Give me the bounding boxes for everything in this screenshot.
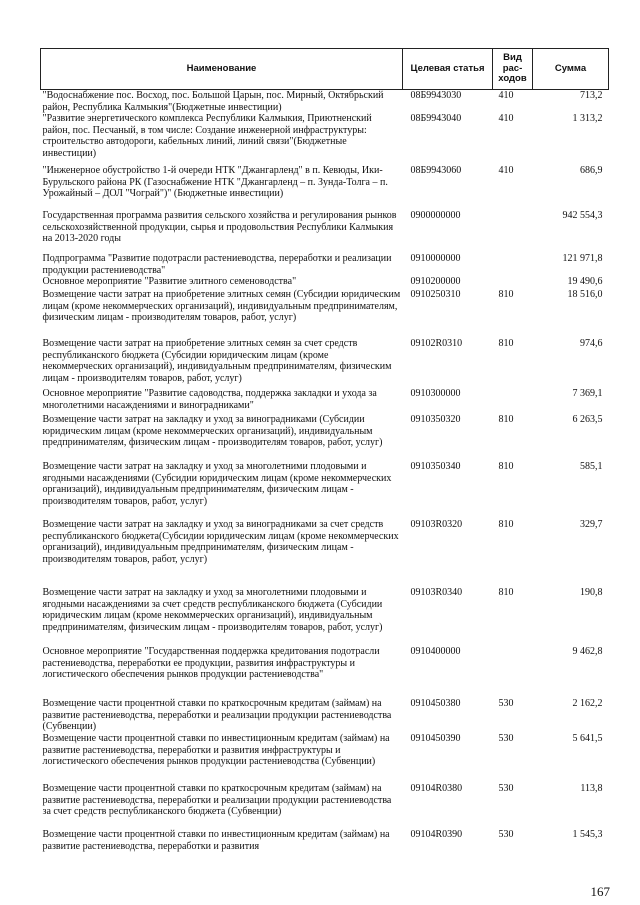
row-code: 0910200000	[410, 276, 461, 287]
row-vid	[493, 646, 533, 698]
table-row	[41, 519, 609, 587]
row-vid: 810	[498, 414, 514, 425]
table-row	[41, 165, 609, 210]
row-name: Возмещение части затрат на приобретение элитных семян (Субсидии юридическим лицам (кроме некоммерческих организаций), индивидуальным предпринимателям, физическим лицам - производителям товаров, работ, услуг)	[42, 289, 401, 323]
row-sum: 121 971,8	[562, 253, 603, 264]
row-sum: 1 313,2	[572, 113, 603, 124]
row-name: Основное мероприятие "Развитие элитного семеноводства"	[42, 276, 297, 287]
table-row	[41, 253, 609, 276]
row-vid: 530	[498, 829, 514, 840]
row-vid: 810	[498, 587, 514, 598]
row-name: Возмещение части затрат на закладку и уход за многолетними плодовыми и ягодными насаждениями за счет средств республиканского бюджета (Субсидии юридическим лицам (кроме некоммерческих организаций), индивидуальным предпринимателям, физическим лицам - производителям товаров, работ, услуг)	[42, 587, 383, 633]
row-sum: 942 554,3	[562, 210, 603, 221]
row-vid: 530	[498, 733, 514, 744]
row-code: 0910000000	[410, 253, 461, 264]
row-name: Возмещение части затрат на закладку и уход за виноградниками (Субсидии юридическим лицам (кроме некоммерческих организаций), индивидуальным предпринимателям, физическим лицам - производителям товаров, работ, услуг)	[42, 414, 383, 448]
table-row	[41, 698, 609, 733]
row-code: 0910450380	[410, 698, 461, 709]
row-name: "Инженерное обустройство 1-й очереди НТК "Джангарленд" в п. Кевюды, Ики-Бурульского района РК (Газоснабжение НТК "Джангарленд – п. Зунда-Толга – п. Урожайный – ДОЛ "Чограй")" (Бюджетные инвестиции)	[42, 165, 388, 199]
row-name: "Развитие энергетического комплекса Республики Калмыкия, Приютненский район, пос. Песчаный, в том числе: Создание инженерной инфраструктуры: строительство автодороги, кабельных линий, линий связи"(Бюджетные инвестиции)	[42, 113, 372, 159]
table-row	[41, 210, 609, 253]
row-code: 09103R0340	[410, 587, 463, 598]
table-row	[41, 783, 609, 829]
table-row	[41, 90, 609, 114]
table-row	[41, 113, 609, 165]
table-row	[41, 276, 609, 289]
table-row	[41, 733, 609, 783]
row-code: 08Б9943030	[410, 90, 462, 101]
row-sum: 585,1	[580, 461, 603, 472]
row-vid: 410	[498, 113, 514, 124]
row-name: Возмещение части затрат на приобретение элитных семян за счет средств республиканского бюджета (Субсидии юридическим лицам (кроме некоммерческих организаций), индивидуальным предпринимателям, физическим лицам - производителям товаров, работ, услуг)	[42, 338, 392, 384]
row-name: Государственная программа развития сельского хозяйства и регулирования рынков сельскохозяйственной продукции, сырья и продовольствия Республики Калмыкия на 2013-2020 годы	[42, 210, 397, 244]
row-sum: 686,9	[580, 165, 603, 176]
row-code: 09103R0320	[410, 519, 463, 530]
row-code: 0910450390	[410, 733, 461, 744]
table-row	[41, 829, 609, 862]
row-code: 0910350340	[410, 461, 461, 472]
row-sum: 19 490,6	[567, 276, 603, 287]
row-vid: 810	[498, 338, 514, 349]
row-vid: 810	[498, 289, 514, 300]
row-name: Основное мероприятие "Развитие садоводства, поддержка закладки и ухода за многолетними насаждениями и виноградниками"	[42, 388, 377, 411]
row-name: "Водоснабжение пос. Восход, пос. Большой Царын, пос. Мирный, Октябрьский район, Республика Калмыкия"(Бюджетные инвестиции)	[42, 90, 384, 113]
row-name: Основное мероприятие "Государственная поддержка кредитования подотрасли растениеводства, переработки ее продукции, развития инфраструктуры и логистического обеспечения рынков продукции растениеводства"	[42, 646, 380, 680]
row-name: Подпрограмма "Развитие подотрасли растениеводства, переработки и реализации продукции растениеводства"	[42, 253, 392, 276]
table-body	[41, 90, 609, 863]
row-sum: 6 263,5	[572, 414, 603, 425]
header-vid: Вид рас- ходов	[493, 49, 533, 90]
table-row	[41, 461, 609, 519]
row-name: Возмещение части затрат на закладку и уход за виноградниками за счет средств республиканского бюджета(Субсидии юридическим лицам (кроме некоммерческих организаций), индивидуальным предпринимателям, физическим лицам - производителям товаров, работ, услуг)	[42, 519, 399, 565]
header-sum: Сумма	[533, 49, 609, 90]
row-code: 08Б9943040	[410, 113, 462, 124]
row-vid: 410	[498, 90, 514, 101]
row-name: Возмещение части затрат на закладку и уход за многолетними плодовыми и ягодными насаждениями (Субсидии юридическим лицам (кроме некоммерческих организаций), индивидуальным предпринимателям, физическим лицам - производителям товаров, работ, услуг)	[42, 461, 392, 507]
row-sum: 5 641,5	[572, 733, 603, 744]
row-sum: 7 369,1	[572, 388, 603, 399]
table-row	[41, 338, 609, 388]
table-row	[41, 587, 609, 646]
row-name: Возмещение части процентной ставки по краткосрочным кредитам (займам) на развитие растениеводства, переработки и реализации продукции растениеводства (Субвенции)	[42, 698, 392, 732]
row-vid: 410	[498, 165, 514, 176]
header-code: Целевая статья	[403, 49, 493, 90]
row-vid	[493, 210, 533, 253]
row-sum: 113,8	[580, 783, 603, 794]
row-code: 09104R0380	[410, 783, 463, 794]
row-code: 09104R0390	[410, 829, 463, 840]
row-sum: 18 516,0	[567, 289, 603, 300]
header-name: Наименование	[41, 49, 403, 90]
row-vid	[493, 253, 533, 276]
row-name: Возмещение части процентной ставки по инвестиционным кредитам (займам) на развитие растениеводства, переработки и развития	[42, 829, 390, 852]
row-vid	[493, 276, 533, 289]
row-sum: 190,8	[580, 587, 603, 598]
row-sum: 329,7	[580, 519, 603, 530]
row-code: 08Б9943060	[410, 165, 462, 176]
table-row	[41, 289, 609, 338]
row-vid: 530	[498, 783, 514, 794]
table-header	[41, 49, 609, 90]
row-sum: 713,2	[580, 90, 603, 101]
row-code: 0910250310	[410, 289, 461, 300]
row-sum: 974,6	[580, 338, 603, 349]
row-code: 0910400000	[410, 646, 461, 657]
row-vid: 810	[498, 519, 514, 530]
table-row	[41, 646, 609, 698]
table-row	[41, 414, 609, 461]
page-number: 167	[590, 884, 610, 899]
row-sum: 1 545,3	[572, 829, 603, 840]
row-vid	[493, 388, 533, 414]
row-code: 0900000000	[410, 210, 461, 221]
row-code: 0910300000	[410, 388, 461, 399]
row-vid: 530	[498, 698, 514, 709]
row-sum: 2 162,2	[572, 698, 603, 709]
row-code: 09102R0310	[410, 338, 463, 349]
row-code: 0910350320	[410, 414, 461, 425]
row-name: Возмещение части процентной ставки по инвестиционным кредитам (займам) на развитие растениеводства, переработки и развития инфраструктуры и логистического обеспечения рынков продукции растениеводства (Субвенции)	[42, 733, 390, 767]
budget-table	[40, 48, 609, 862]
row-name: Возмещение части процентной ставки по краткосрочным кредитам (займам) на развитие растениеводства, переработки и реализации продукции растениеводства за счет средств республиканского бюджета (Субвенции)	[42, 783, 392, 817]
table-row	[41, 388, 609, 414]
row-sum: 9 462,8	[572, 646, 603, 657]
row-vid: 810	[498, 461, 514, 472]
